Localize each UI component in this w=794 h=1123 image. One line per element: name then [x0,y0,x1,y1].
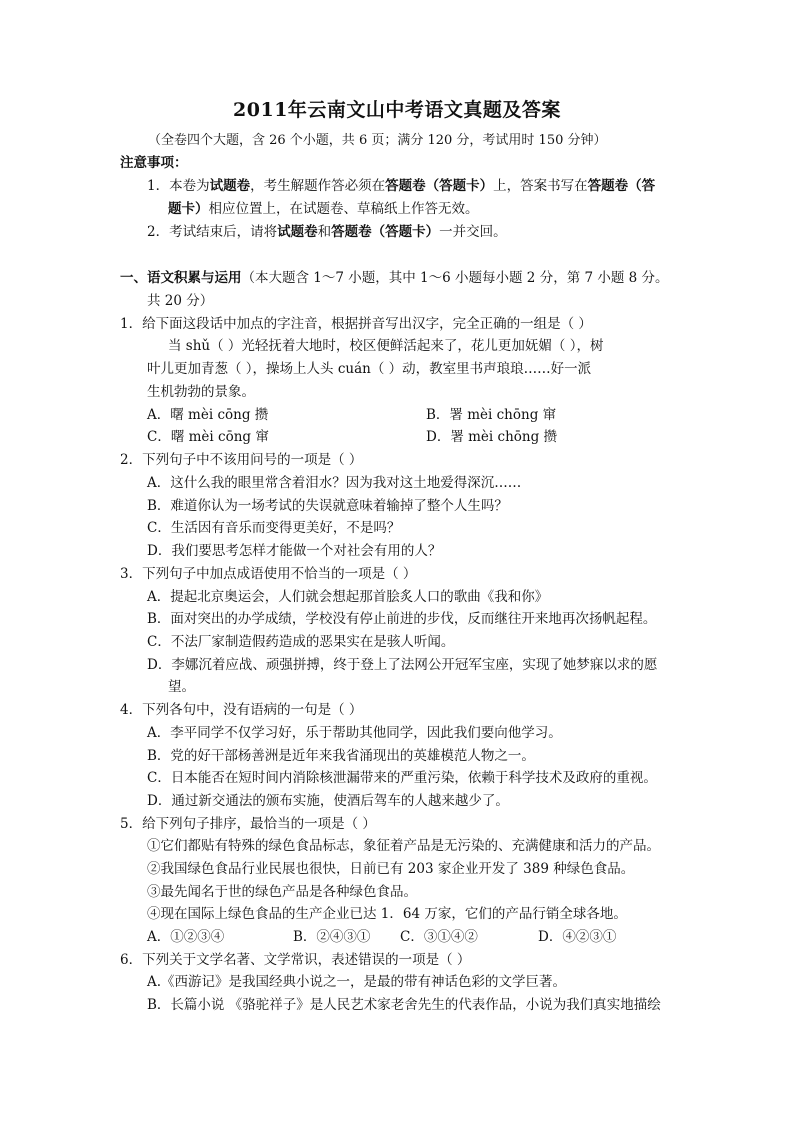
question-5-sentence-1: ①它们都贴有特殊的绿色食品标志，象征着产品是无污染的、充满健康和活力的产品。 [147,838,660,854]
question-5-sentence-4: ④现在国际上绿色食品的生产企业已达 1．64 万家，它们的产品行销全球各地。 [147,906,627,922]
notice-heading: 注意事项： [120,155,188,171]
question-5-stem: 5．给下列句子排序，最恰当的一项是（ ） [120,816,376,832]
question-5-option-c: C．③①④② [400,929,478,945]
question-6-option-a: A.《西游记》是我国经典小说之一，是最的带有神话色彩的文学巨著。 [147,974,567,990]
question-3-option-d-cont: 望。 [168,679,195,695]
question-4-stem: 4．下列各句中，没有语病的一句是（ ） [120,702,363,718]
question-2-option-a: A．这什么我的眼里常含着泪水？因为我对这土地爱得深沉…… [147,475,522,491]
question-5-option-a: A．①②③④ [147,929,225,945]
question-5-option-b: B．②④③① [293,929,371,945]
notice-item-1-cont: 题卡）相应位置上，在试题卷、草稿纸上作答无效。 [168,201,479,217]
question-1-option-b: B．署 mèi chōng 窜 [426,407,557,423]
question-1-passage-1: 当 shǔ（ ）光轻抚着大地时，校区便鲜活起来了，花儿更加妩媚（ ），树 [168,338,604,354]
question-1-option-d: D．署 mèi chōng 攒 [426,429,558,445]
question-5-sentence-2: ②我国绿色食品行业民展也很快，日前已有 203 家企业开发了 389 种绿色食品。 [147,861,635,877]
question-2-stem: 2．下列句子中不该用问号的一项是（ ） [120,452,363,468]
question-3-option-d: D．李娜沉着应战、顽强拼搏，终于登上了法网公开冠军宝座，实现了她梦寐以求的愿 [147,657,658,673]
question-3-stem: 3．下列句子中加点成语使用不恰当的一项是（ ） [120,566,417,582]
question-2-option-b: B．难道你认为一场考试的失误就意味着输掉了整个人生吗？ [147,498,508,514]
section-1-heading: 一、语文积累与运用（本大题含 1～7 小题，其中 1～6 小题每小题 2 分，第 7 小题 8 分。 [120,270,669,286]
question-4-option-b: B．党的好干部杨善洲是近年来我省涌现出的英雄模范人物之一。 [147,748,535,764]
question-3-option-c: C．不法厂家制造假药造成的恶果实在是骇人听闻。 [147,634,455,650]
question-1-option-a: A．曙 mèi cōng 攒 [147,407,269,423]
notice-item-2: 2．考试结束后，请将试题卷和答题卷（答题卡）一并交回。 [147,224,507,240]
notice-item-1: 1．本卷为试题卷，考生解题作答必须在答题卷（答题卡）上，答案书写在答题卷（答 [147,178,656,194]
question-3-option-b: B．面对突出的办学成绩，学校没有停止前进的步伐，反而继往开来地再次扬帆起程。 [147,611,657,627]
question-2-option-c: C．生活因有音乐而变得更美好，不是吗？ [147,520,401,536]
question-1-passage-2: 叶儿更加青葱（ ），操场上人头 cuán（ ）动，教室里书声琅琅……好一派 [147,361,592,377]
question-1-stem: 1．给下面这段话中加点的字注音，根据拼音写出汉字，完全正确的一组是（ ） [120,316,592,332]
question-4-option-d: D．通过新交通法的颁布实施，使酒后驾车的人越来越少了。 [147,793,509,809]
question-3-option-a: A．提起北京奥运会，人们就会想起那首脍炙人口的歌曲《我和你》 [147,589,549,605]
question-1-option-c: C．曙 mèi cōng 窜 [147,429,269,445]
question-6-option-b: B．长篇小说 《骆驼祥子》是人民艺术家老舍先生的代表作品，小说为我们真实地描绘 [147,997,661,1013]
question-5-option-d: D．④②③① [538,929,617,945]
section-1-score: 共 20 分） [147,293,214,309]
question-4-option-c: C．日本能否在短时间内消除核泄漏带来的严重污染，依赖于科学技术及政府的重视。 [147,770,657,786]
page-title: 2011年云南文山中考语文真题及答案 [233,99,561,121]
exam-info: （全卷四个大题，含 26 个小题，共 6 页；满分 120 分，考试用时 150 分钟） [148,133,607,148]
question-2-option-d: D．我们要思考怎样才能做一个对社会有用的人？ [147,543,442,559]
question-6-stem: 6．下列关于文学名著、文学常识，表述错误的一项是（ ） [120,952,471,968]
question-1-passage-3: 生机勃勃的景象。 [147,384,255,400]
question-5-sentence-3: ③最先闻名于世的绿色产品是各种绿色食品。 [147,884,417,900]
question-4-option-a: A．李平同学不仅学习好，乐于帮助其他同学，因此我们要向他学习。 [147,725,562,741]
